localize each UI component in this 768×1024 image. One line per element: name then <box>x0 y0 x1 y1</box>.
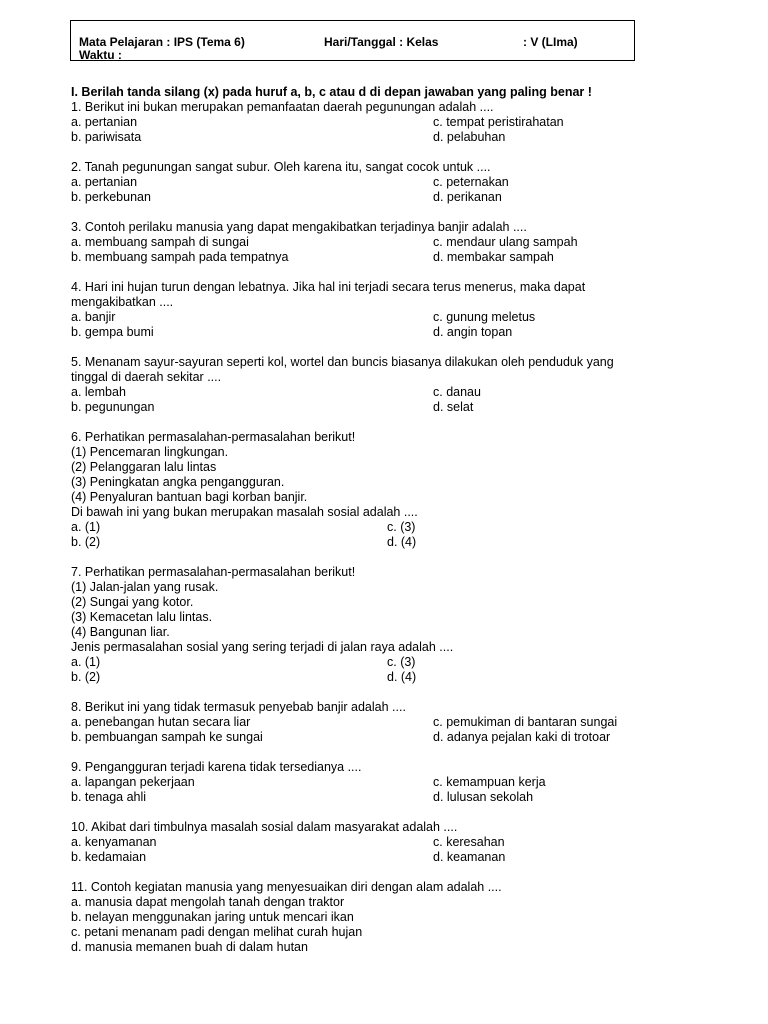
answer-option: d. pelabuhan <box>433 130 506 144</box>
answer-row <box>71 670 691 685</box>
answer-option: a. pertanian <box>71 175 138 189</box>
question-text: 8. Berikut ini yang tidak termasuk penyebab banjir adalah .... <box>71 700 406 714</box>
answer-option: a. pertanian <box>71 115 138 129</box>
question-line: tinggal di daerah sekitar .... <box>71 370 222 384</box>
answer-option: b. pembuangan sampah ke sungai <box>71 730 263 744</box>
answer-option: d. keamanan <box>433 850 506 864</box>
question-text: 1. Berikut ini bukan merupakan pemanfaatan daerah pegunungan adalah .... <box>71 100 494 114</box>
answer-option: a. lembah <box>71 385 126 399</box>
question-text: 9. Pengangguran terjadi karena tidak tersedianya .... <box>71 760 362 774</box>
answer-option: b. (2) <box>71 670 101 684</box>
answer-row <box>71 130 691 145</box>
answer-option: d. selat <box>433 400 474 414</box>
question-line: b. nelayan menggunakan jaring untuk mencari ikan <box>71 910 354 924</box>
answer-option: d. membakar sampah <box>433 250 554 264</box>
question-text: 11. Contoh kegiatan manusia yang menyesuaikan diri dengan alam adalah .... <box>71 880 502 894</box>
instruction-text: I. Berilah tanda silang (x) pada huruf a, b, c atau d di depan jawaban yang paling benar ! <box>71 85 592 99</box>
answer-option: a. (1) <box>71 655 101 669</box>
answer-option: c. gunung meletus <box>433 310 536 324</box>
answer-row <box>71 835 691 850</box>
question-item <box>71 700 691 745</box>
answer-option: a. banjir <box>71 310 116 324</box>
question-text: 4. Hari ini hujan turun dengan lebatnya. Jika hal ini terjadi secara terus menerus, maka dapat <box>71 280 586 294</box>
day-date-class-label: Hari/Tanggal : Kelas <box>324 35 439 49</box>
answer-row <box>71 715 691 730</box>
answer-option: b. tenaga ahli <box>71 790 147 804</box>
question-item <box>71 160 691 205</box>
answer-option: d. (4) <box>387 670 417 684</box>
answer-option: c. keresahan <box>433 835 505 849</box>
question-line: (3) Peningkatan angka pengangguran. <box>71 475 285 489</box>
answer-option: c. kemampuan kerja <box>433 775 546 789</box>
question-item <box>71 280 691 340</box>
answer-option: b. (2) <box>71 535 101 549</box>
question-line: (1) Jalan-jalan yang rusak. <box>71 580 219 594</box>
answer-row <box>71 655 691 670</box>
question-text: 2. Tanah pegunungan sangat subur. Oleh karena itu, sangat cocok untuk .... <box>71 160 491 174</box>
question-text: 10. Akibat dari timbulnya masalah sosial dalam masyarakat adalah .... <box>71 820 458 834</box>
answer-row <box>71 115 691 130</box>
answer-option: d. (4) <box>387 535 417 549</box>
question-line: Jenis permasalahan sosial yang sering terjadi di jalan raya adalah .... <box>71 640 454 654</box>
question-item <box>71 565 691 685</box>
answer-row <box>71 175 691 190</box>
question-item <box>71 100 691 145</box>
answer-row <box>71 535 691 550</box>
question-list <box>71 100 691 955</box>
answer-row <box>71 730 691 745</box>
question-item <box>71 220 691 265</box>
answer-option: c. danau <box>433 385 481 399</box>
question-line: c. petani menanam padi dengan melihat curah hujan <box>71 925 363 939</box>
question-line: a. manusia dapat mengolah tanah dengan traktor <box>71 895 345 909</box>
answer-option: b. pegunungan <box>71 400 155 414</box>
question-item <box>71 820 691 865</box>
question-item <box>71 355 691 415</box>
answer-option: b. membuang sampah pada tempatnya <box>71 250 289 264</box>
question-text: 3. Contoh perilaku manusia yang dapat mengakibatkan terjadinya banjir adalah .... <box>71 220 527 234</box>
question-line: (2) Pelanggaran lalu lintas <box>71 460 217 474</box>
answer-option: d. lulusan sekolah <box>433 790 534 804</box>
question-sheet <box>71 85 691 970</box>
answer-row <box>71 775 691 790</box>
answer-row <box>71 325 691 340</box>
answer-option: d. perikanan <box>433 190 502 204</box>
answer-row <box>71 190 691 205</box>
answer-option: c. (3) <box>387 655 416 669</box>
answer-option: b. gempa bumi <box>71 325 154 339</box>
answer-row <box>71 250 691 265</box>
question-text: 7. Perhatikan permasalahan-permasalahan berikut! <box>71 565 356 579</box>
answer-option: d. angin topan <box>433 325 513 339</box>
question-item <box>71 760 691 805</box>
question-line: (4) Bangunan liar. <box>71 625 170 639</box>
answer-option: a. kenyamanan <box>71 835 157 849</box>
question-line: d. manusia memanen buah di dalam hutan <box>71 940 308 954</box>
answer-option: c. peternakan <box>433 175 509 189</box>
question-item <box>71 430 691 550</box>
answer-option: c. mendaur ulang sampah <box>433 235 578 249</box>
question-line: mengakibatkan .... <box>71 295 174 309</box>
answer-option: b. kedamaian <box>71 850 147 864</box>
answer-row <box>71 790 691 805</box>
question-line: (4) Penyaluran bantuan bagi korban banjir. <box>71 490 308 504</box>
answer-option: a. (1) <box>71 520 101 534</box>
subject-label: Mata Pelajaran : IPS (Tema 6) <box>79 35 245 49</box>
question-line: (2) Sungai yang kotor. <box>71 595 194 609</box>
answer-option: a. membuang sampah di sungai <box>71 235 249 249</box>
answer-option: b. perkebunan <box>71 190 151 204</box>
answer-option: a. lapangan pekerjaan <box>71 775 195 789</box>
question-text: 6. Perhatikan permasalahan-permasalahan berikut! <box>71 430 356 444</box>
class-value: : V (LIma) <box>523 35 578 49</box>
answer-option: c. (3) <box>387 520 416 534</box>
answer-option: c. pemukiman di bantaran sungai <box>433 715 618 729</box>
question-text: 5. Menanam sayur-sayuran seperti kol, wortel dan buncis biasanya dilakukan oleh penduduk yang <box>71 355 614 369</box>
answer-option: d. adanya pejalan kaki di trotoar <box>433 730 611 744</box>
answer-row <box>71 235 691 250</box>
question-line: (3) Kemacetan lalu lintas. <box>71 610 213 624</box>
answer-row <box>71 385 691 400</box>
question-line: (1) Pencemaran lingkungan. <box>71 445 229 459</box>
answer-row <box>71 400 691 415</box>
answer-row <box>71 310 691 325</box>
question-item <box>71 880 691 955</box>
answer-option: c. tempat peristirahatan <box>433 115 564 129</box>
answer-option: b. pariwisata <box>71 130 142 144</box>
answer-option: a. penebangan hutan secara liar <box>71 715 251 729</box>
question-line: Di bawah ini yang bukan merupakan masalah sosial adalah .... <box>71 505 418 519</box>
time-label: Waktu : <box>79 48 122 62</box>
exam-header-box <box>70 20 635 61</box>
answer-row <box>71 850 691 865</box>
answer-row <box>71 520 691 535</box>
